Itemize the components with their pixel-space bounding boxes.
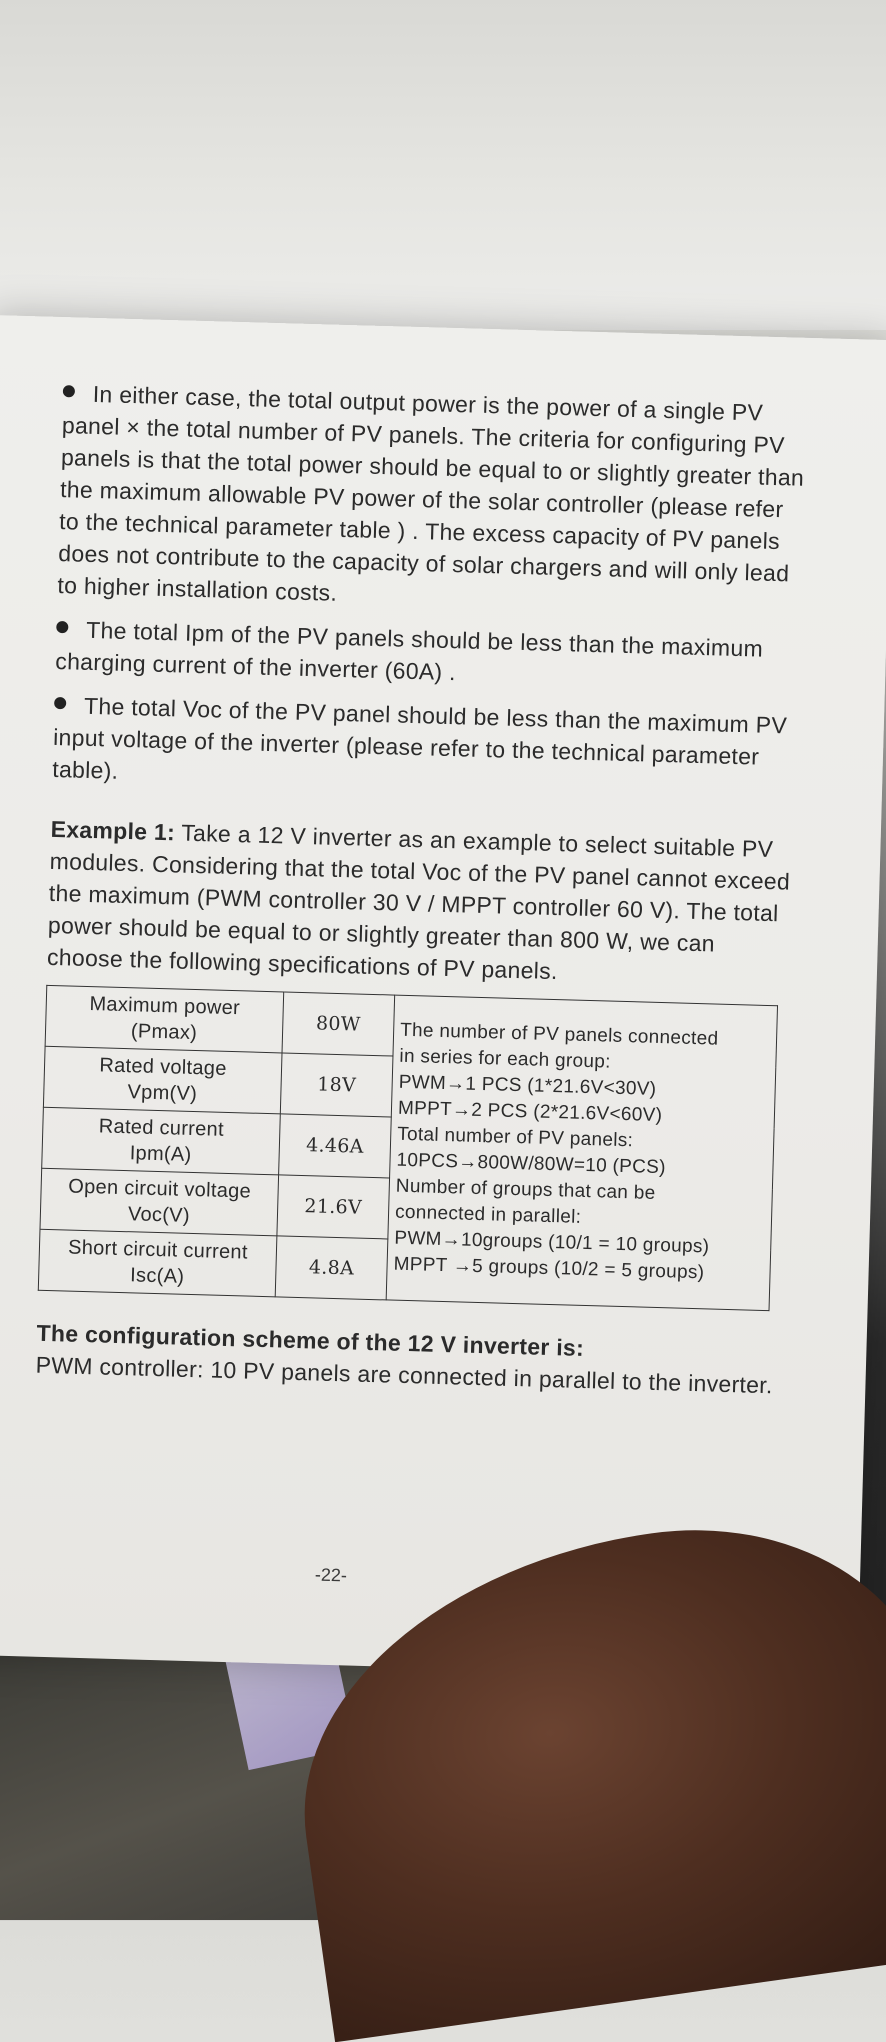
param-symbol: Ipm(A): [129, 1142, 192, 1166]
config-title: The configuration scheme of the 12 V inverter is:: [36, 1319, 585, 1361]
bullet-item: [52, 689, 799, 806]
note-line: MPPT →5 groups (10/2 = 5 groups): [393, 1253, 705, 1284]
calculation-notes-cell: [386, 995, 777, 1311]
param-name: Short circuit current: [67, 1236, 249, 1264]
param-name: Rated voltage: [99, 1054, 228, 1080]
param-name-cell: [38, 1229, 277, 1297]
manual-page: [0, 315, 886, 1680]
param-symbol: (Pmax): [130, 1020, 198, 1045]
page-number: -22-: [314, 1564, 348, 1586]
bullet-dot-icon: [63, 385, 75, 397]
param-name-cell: [43, 1046, 282, 1114]
note-line: Number of groups that can be: [395, 1175, 656, 1204]
bullet-text: The total Voc of the PV panel should be less than the maximum PV input voltage of the inverter (please refer to the technical parameter table).: [51, 692, 788, 784]
bullet-text: In either case, the total output power is the power of a single PV panel × the total number of PV panels. The criteria for configuring PV panels is that the total power should be equal to or slightly greater than the maximum allowable PV power of the solar controller (please refer to the technical parameter table ) . The excess capacity of PV panels does not contribute to the capacity of solar chargers and will only lead to higher installation costs.: [57, 380, 805, 606]
note-line: Total number of PV panels:: [396, 1123, 634, 1152]
example-text: Take a 12 V inverter as an example to select suitable PV modules. Considering that the total Voc of the PV panel cannot exceed the maximum (PWM controller 30 V / MPPT controller 60 V). The total power should be equal to or slightly greater than 800 W, we can choose the following specifications of PV panels.: [46, 819, 791, 985]
bullet-dot-icon: [54, 697, 66, 709]
note-line: MPPT→2 PCS (2*21.6V<60V): [397, 1097, 663, 1127]
param-value-cell: 80W: [282, 992, 395, 1056]
param-symbol: Isc(A): [129, 1264, 185, 1288]
bullet-dot-icon: [56, 621, 68, 633]
page-content: [35, 377, 808, 1401]
param-name-cell: [40, 1168, 279, 1236]
pv-spec-table: [38, 985, 778, 1311]
param-name: Maximum power: [89, 993, 241, 1020]
example-label: Example 1:: [50, 815, 176, 846]
param-value-cell: 21.6V: [277, 1175, 390, 1239]
param-name: Open circuit voltage: [67, 1175, 252, 1203]
example-paragraph: [47, 813, 796, 994]
note-line: The number of PV panels connected: [399, 1019, 719, 1050]
note-line: 10PCS→800W/80W=10 (PCS): [396, 1149, 667, 1179]
param-name-cell: [42, 1107, 281, 1175]
note-line: connected in parallel:: [394, 1201, 582, 1228]
background-wall: [0, 0, 886, 330]
param-value-cell: 4.8A: [275, 1236, 388, 1300]
param-symbol: Vpm(V): [127, 1081, 198, 1106]
param-name-cell: [45, 985, 284, 1053]
param-value-cell: 4.46A: [279, 1114, 392, 1178]
config-text: PWM controller: 10 PV panels are connected in parallel to the inverter.: [35, 1351, 774, 1399]
bullet-item: [57, 377, 808, 622]
bullet-item: [55, 613, 801, 698]
param-value-cell: 18V: [280, 1053, 393, 1117]
bullet-text: The total Ipm of the PV panels should be less than the maximum charging current of the inverter (60A) .: [55, 616, 764, 686]
note-line: PWM→10groups (10/1 = 10 groups): [394, 1227, 710, 1258]
note-line: PWM→1 PCS (1*21.6V<30V): [398, 1071, 657, 1100]
note-line: in series for each group:: [399, 1045, 612, 1073]
param-symbol: Voc(V): [127, 1203, 191, 1227]
config-paragraph: [35, 1317, 781, 1402]
param-name: Rated current: [98, 1115, 225, 1141]
